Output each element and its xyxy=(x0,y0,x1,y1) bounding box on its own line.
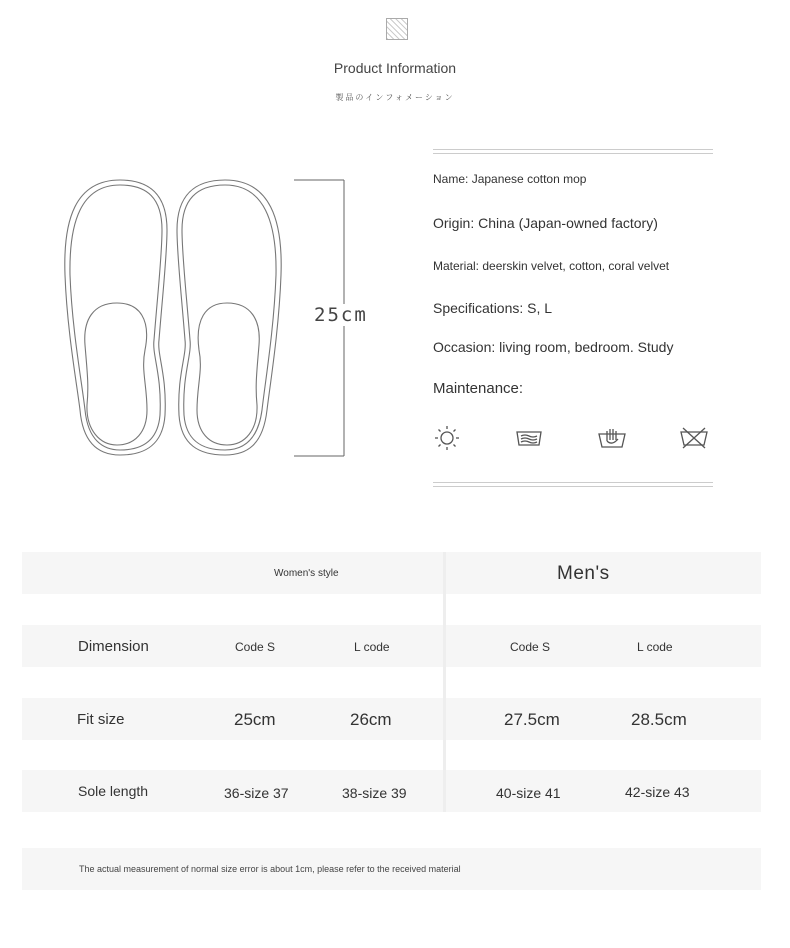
table-cell: 27.5cm xyxy=(504,710,560,729)
page-title: Product Information xyxy=(333,60,457,76)
table-cell: Code S xyxy=(510,640,551,654)
info-specifications xyxy=(433,300,552,316)
womens-style-header: Women's style xyxy=(274,568,339,579)
info-name xyxy=(433,172,586,186)
info-specifications-value: S, L xyxy=(527,300,553,316)
table-cell: L code xyxy=(637,640,673,654)
table-cell: Code S xyxy=(235,640,276,654)
info-bottom-rule xyxy=(433,482,713,483)
mens-header: Men's xyxy=(557,563,610,584)
info-material-label: Material: xyxy=(433,259,480,273)
info-bottom-rule-inner xyxy=(433,486,713,487)
info-occasion-label: Occasion: xyxy=(433,339,496,355)
slipper-outline-illustration xyxy=(55,170,295,470)
info-material xyxy=(433,259,669,273)
info-occasion-value: living room, bedroom. Study xyxy=(499,339,674,355)
table-cell: 28.5cm xyxy=(631,710,687,729)
table-cell: 26cm xyxy=(350,710,392,729)
table-cell: 42-size 43 xyxy=(625,784,690,800)
table-row-label-dimension: Dimension xyxy=(78,638,149,655)
table-row-label-sole-length: Sole length xyxy=(78,783,149,799)
table-cell: 38-size 39 xyxy=(342,785,407,801)
info-origin xyxy=(433,215,658,231)
info-origin-value: China (Japan-owned factory) xyxy=(478,215,658,231)
info-maintenance xyxy=(433,380,523,397)
hand-wash-basin-icon xyxy=(598,424,626,452)
info-top-rule-inner xyxy=(433,153,713,154)
table-header-band xyxy=(22,552,761,594)
info-origin-label: Origin: xyxy=(433,215,475,231)
table-cell: 36-size 37 xyxy=(224,785,289,801)
measurement-note: The actual measurement of normal size error is about 1cm, please refer to the received material xyxy=(79,864,461,874)
hand-wash-water-icon xyxy=(515,424,543,452)
page-subtitle: 製品のインフォメーション xyxy=(335,93,455,102)
table-cell: 25cm xyxy=(234,710,276,729)
info-specifications-label: Specifications: xyxy=(433,300,524,316)
sun-dry-icon xyxy=(433,424,461,452)
info-material-value: deerskin velvet, cotton, coral velvet xyxy=(482,259,670,273)
dimension-label: 25cm xyxy=(314,304,368,326)
info-occasion xyxy=(433,339,673,355)
do-not-iron-icon xyxy=(680,424,708,452)
table-column-divider xyxy=(443,552,446,812)
table-row-label-fit-size: Fit size xyxy=(77,711,125,728)
info-name-value: Japanese cotton mop xyxy=(471,172,587,186)
info-top-rule xyxy=(433,149,713,150)
info-maintenance-label: Maintenance: xyxy=(433,380,524,397)
table-cell: L code xyxy=(354,640,390,654)
brand-logo-icon xyxy=(386,18,408,40)
info-name-label: Name: xyxy=(433,172,469,186)
table-cell: 40-size 41 xyxy=(496,785,561,801)
